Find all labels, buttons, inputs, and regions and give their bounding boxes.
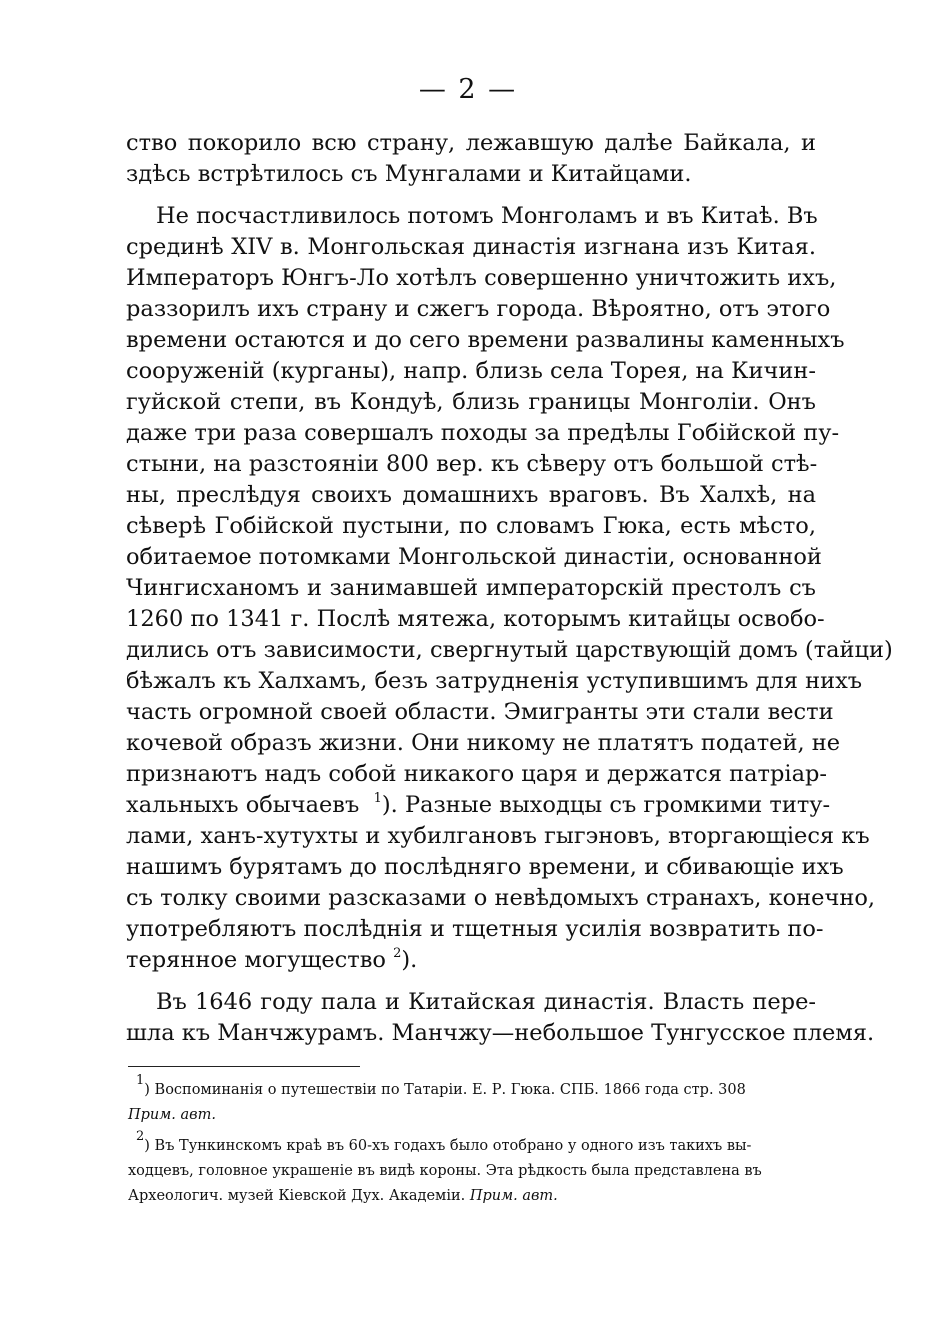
footnote-2-line: [128, 1184, 818, 1209]
footnote-mark-2: 2: [136, 1129, 145, 1144]
text-line: ны, преслѣдуя своихъ домашнихъ враговъ. Въ Халхѣ, на: [126, 482, 816, 508]
text-line: сѣверѣ Гобійской пустыни, по словамъ Гюка, есть мѣсто,: [126, 513, 816, 539]
text-line: раззорилъ ихъ страну и сжегъ города. Вѣроятно, отъ этого: [126, 296, 831, 322]
text-line: срединѣ XIV в. Монгольская династія изгнана изъ Китая.: [126, 234, 816, 260]
footnote-1-text: ) Воспоминанія о путешествіи по Татаріи. Е. Р. Гюка. СПБ. 1866 года стр. 308: [144, 1082, 746, 1098]
text-line: 1260 по 1341 г. Послѣ мятежа, которымъ китайцы освобо-: [126, 606, 825, 632]
page-number: — 2 —: [418, 74, 518, 105]
text-span: хальныхъ обычаевъ: [126, 792, 360, 818]
footnotes: [128, 1073, 818, 1209]
footnote-1-attribution: Прим. авт.: [128, 1107, 216, 1123]
footnote-2-text: ) Въ Тункинскомъ краѣ въ 60-хъ годахъ было отобрано у одного изъ такихъ вы-: [144, 1138, 752, 1154]
text-line: ство покорило всю страну, лежавшую далѣе Байкала, и: [126, 130, 816, 156]
text-line: времени остаются и до сего времени развалины каменныхъ: [126, 327, 845, 353]
text-line: употребляютъ послѣднія и тщетныя усилія возвратить по-: [126, 916, 824, 942]
footnote-ref-1[interactable]: 1: [373, 791, 382, 806]
text-span: терянное могущество: [126, 947, 386, 973]
paragraph-2: [126, 201, 893, 976]
text-line: нашимъ бурятамъ до послѣдняго времени, и сбивающіе ихъ: [126, 854, 844, 880]
text-line: Не посчастливилось потомъ Монголамъ и въ Китаѣ. Въ: [156, 203, 818, 229]
text-span: ). Разные выходцы съ громкими титу-: [381, 792, 831, 818]
footnote-2-attribution: Прим. авт.: [469, 1188, 558, 1204]
footnote-divider: [128, 1066, 360, 1067]
text-line: Императоръ Юнгъ-Ло хотѣлъ совершенно уничтожить ихъ,: [126, 265, 837, 291]
footnote-2-text: Археологич. музей Кіевской Дух. Академіи.: [128, 1188, 466, 1204]
text-line: [126, 945, 816, 976]
footnote-mark-1: 1: [136, 1073, 145, 1088]
text-line: шла къ Манчжурамъ. Манчжу—небольшое Тунгусское племя.: [126, 1020, 875, 1046]
text-line: Въ 1646 году пала и Китайская династія. Власть пере-: [156, 989, 816, 1015]
footnote-ref-2[interactable]: 2: [393, 946, 402, 961]
paragraph-1: [126, 128, 816, 190]
footnote-2-line: [128, 1129, 818, 1159]
text-line: здѣсь встрѣтилось съ Мунгалами и Китайцами.: [126, 161, 692, 187]
text-line: кочевой образъ жизни. Они никому не платятъ податей, не: [126, 730, 841, 756]
text-line: часть огромной своей области. Эмигранты эти стали вести: [126, 699, 834, 725]
text-line: стыни, на разстояніи 800 вер. къ сѣверу отъ большой стѣ-: [126, 451, 818, 477]
text-line: признаютъ надъ собой никакого царя и держатся патріар-: [126, 761, 828, 787]
text-line: гуйской степи, въ Кондуѣ, близь границы Монголіи. Онъ: [126, 389, 816, 415]
text-line: съ толку своими разсказами о невѣдомыхъ странахъ, конечно,: [126, 885, 876, 911]
paragraph-3: [126, 987, 875, 1049]
text-span: ).: [401, 947, 418, 973]
text-line: дились отъ зависимости, свергнутый царствующій домъ (тайци): [126, 637, 893, 663]
text-line: бѣжалъ къ Халхамъ, безъ затрудненія уступившимъ для нихъ: [126, 668, 863, 694]
text-line: даже три раза совершалъ походы за предѣлы Гобійской пу-: [126, 420, 840, 446]
text-line: обитаемое потомками Монгольской династіи, основанной: [126, 544, 822, 570]
text-line: [126, 790, 831, 821]
text-line: сооруженій (курганы), напр. близь села Торея, на Кичин-: [126, 358, 816, 384]
text-line: лами, ханъ-хутухты и хубилгановъ гыгэновъ, вторгающіеся къ: [126, 823, 870, 849]
footnote-2-line: ходцевъ, головное украшеніе въ видѣ короны. Эта рѣдкость была представлена въ: [128, 1163, 762, 1179]
text-line: Чингисханомъ и занимавшей императорскій престолъ съ: [126, 575, 816, 601]
footnote-1-line: [128, 1073, 818, 1103]
